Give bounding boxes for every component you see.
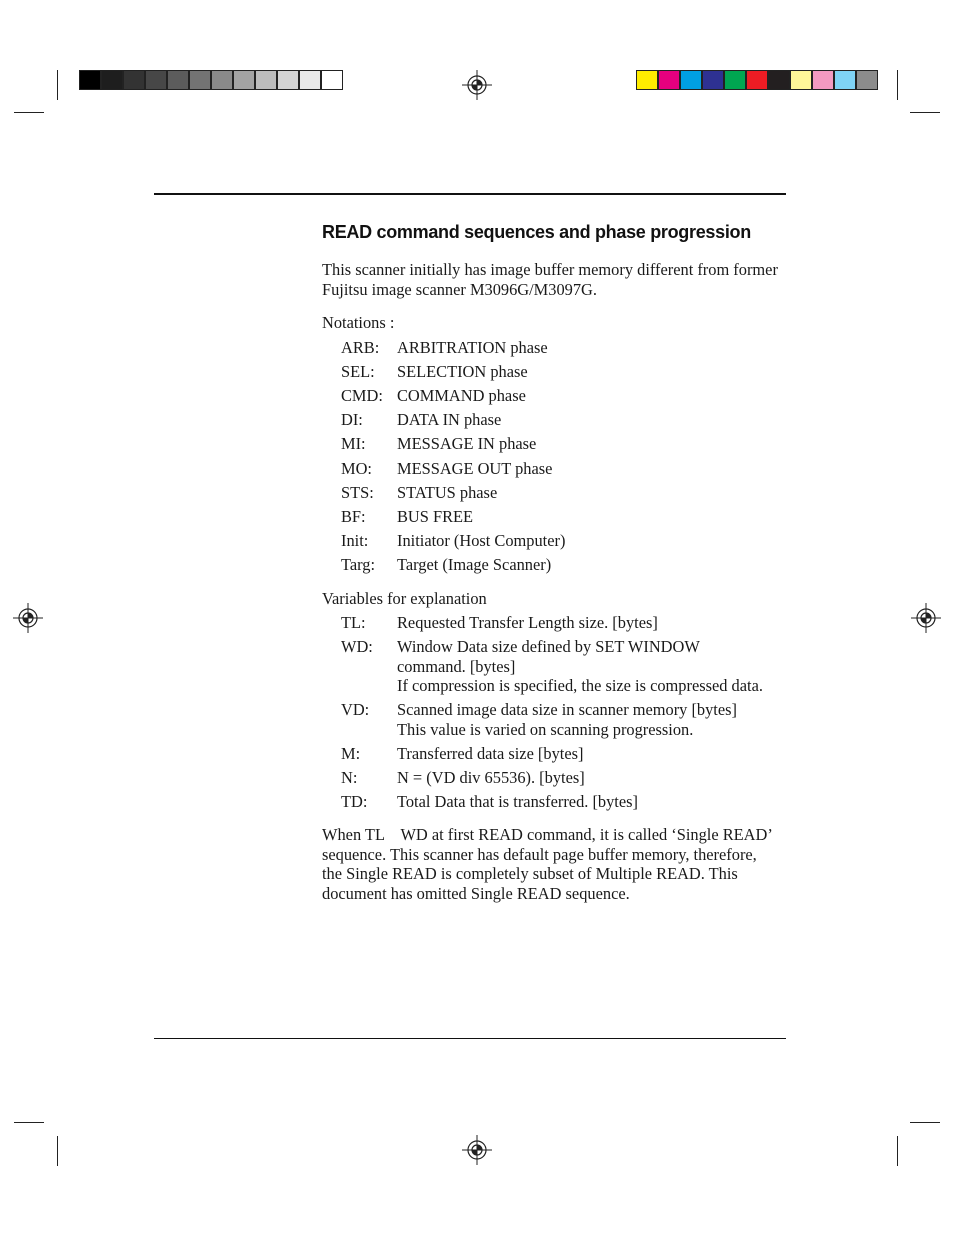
gray-swatch [277, 70, 299, 90]
notation-description: BUS FREE [397, 506, 474, 526]
color-swatch [746, 70, 768, 90]
notation-term: ARB: [341, 338, 380, 357]
gray-swatch [79, 70, 101, 90]
notation-description: SELECTION phase [397, 362, 528, 382]
variable-description-line: Transferred data size [bytes] [397, 744, 584, 763]
notation-term: MI: [341, 434, 366, 454]
variable-description [397, 613, 797, 633]
closing-line: the Single READ is completely subset of Multiple READ. This [322, 864, 738, 884]
notation-term: STS: [341, 482, 374, 502]
notation-description: DATA IN phase [397, 410, 502, 430]
gray-swatch [233, 70, 255, 90]
header-rule [154, 193, 786, 195]
color-swatch [702, 70, 724, 90]
crop-mark [897, 70, 898, 100]
intro-paragraph [322, 260, 792, 299]
variable-description-line: This value is varied on scanning progression. [397, 719, 694, 739]
variable-term: WD: [341, 637, 373, 656]
color-swatch [724, 70, 746, 90]
variable-description [397, 700, 797, 739]
variable-description [397, 768, 797, 788]
gray-swatch [123, 70, 145, 90]
gray-swatch [299, 70, 321, 90]
crop-mark [897, 1136, 898, 1166]
gray-swatch [145, 70, 167, 90]
section-heading: READ command sequences and phase progression [322, 222, 751, 242]
gray-swatch [321, 70, 343, 90]
gray-swatch [189, 70, 211, 90]
variables-label: Variables for explanation [322, 589, 487, 608]
color-swatch [636, 70, 658, 90]
color-swatch [768, 70, 790, 90]
registration-mark-icon [13, 603, 43, 633]
variable-description [397, 792, 797, 812]
closing-line: document has omitted Single READ sequence. [322, 884, 630, 904]
color-swatch [834, 70, 856, 90]
notation-term: SEL: [341, 362, 375, 382]
notation-term: CMD: [341, 386, 383, 406]
color-swatch [856, 70, 878, 90]
crop-mark [57, 1136, 58, 1166]
registration-mark-icon [462, 1135, 492, 1165]
notation-description: Target (Image Scanner) [397, 554, 552, 574]
variable-description-line: Window Data size defined by SET WINDOW [397, 637, 700, 656]
color-swatch [790, 70, 812, 90]
color-swatch [658, 70, 680, 90]
notation-term: BF: [341, 506, 366, 526]
crop-mark [57, 70, 58, 100]
gray-swatch [101, 70, 123, 90]
color-swatch [680, 70, 702, 90]
notation-term: Init: [341, 530, 369, 550]
variable-description-line: If compression is specified, the size is compressed data. [397, 676, 763, 696]
closing-line: sequence. This scanner has default page buffer memory, therefore, [322, 844, 757, 864]
notation-description: ARBITRATION phase [397, 338, 548, 357]
variable-description-line: command. [bytes] [397, 656, 516, 676]
notation-description: Initiator (Host Computer) [397, 530, 566, 550]
notation-term: DI: [341, 410, 363, 430]
variable-description-line: Requested Transfer Length size. [bytes] [397, 613, 658, 632]
variable-description-line: Total Data that is transferred. [bytes] [397, 792, 638, 811]
gray-swatch [255, 70, 277, 90]
variable-term: TL: [341, 613, 366, 632]
notation-term: Targ: [341, 554, 376, 574]
closing-line: When TL WD at first READ command, it is called ‘Single READ’ [322, 825, 773, 844]
footer-rule [154, 1038, 786, 1039]
variable-description [397, 637, 797, 696]
notation-term: MO: [341, 458, 372, 478]
crop-mark [910, 1122, 940, 1123]
variable-term: TD: [341, 792, 368, 811]
variable-description-line: Scanned image data size in scanner memory [bytes] [397, 700, 737, 719]
crop-mark [910, 112, 940, 113]
registration-mark-icon [911, 603, 941, 633]
closing-paragraph [322, 825, 792, 904]
variable-term: M: [341, 744, 361, 763]
variable-description-line: N = (VD div 65536). [bytes] [397, 768, 585, 787]
variable-term: N: [341, 768, 358, 787]
gray-swatch [167, 70, 189, 90]
notation-description: COMMAND phase [397, 386, 526, 406]
gray-swatch [211, 70, 233, 90]
color-swatch [812, 70, 834, 90]
notation-description: MESSAGE OUT phase [397, 458, 553, 478]
intro-text: This scanner initially has image buffer memory different from former Fujitsu image scanner M3096G/M3097G. [322, 260, 778, 299]
variable-term: VD: [341, 700, 370, 719]
notations-label: Notations : [322, 313, 395, 332]
crop-mark [14, 112, 44, 113]
registration-mark-icon [462, 70, 492, 100]
notation-description: STATUS phase [397, 482, 498, 502]
variable-description [397, 744, 797, 764]
crop-mark [14, 1122, 44, 1123]
notation-description: MESSAGE IN phase [397, 434, 537, 454]
